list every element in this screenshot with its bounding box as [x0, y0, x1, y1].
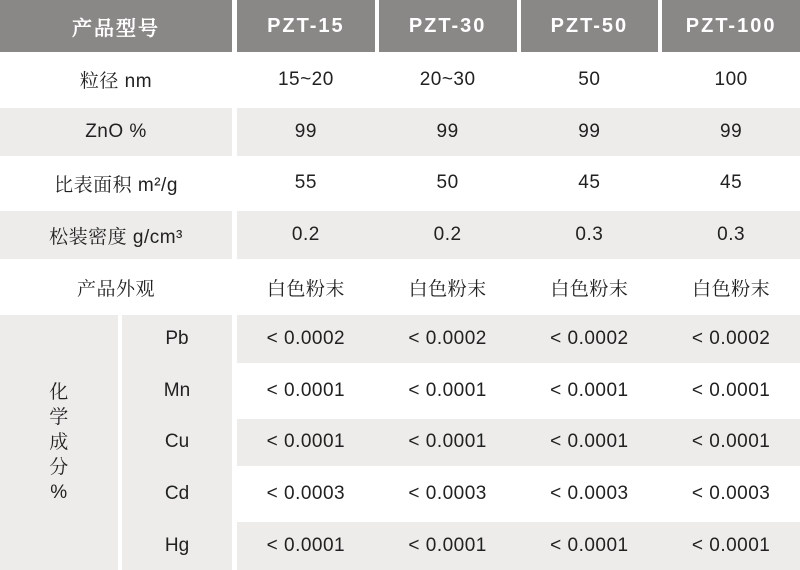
cell-value: < 0.0001 — [408, 379, 487, 401]
cell-value: 45 — [720, 172, 743, 194]
table-row-particle-size — [0, 56, 800, 104]
group-label-char: 学 — [49, 406, 69, 428]
cell-value: < 0.0001 — [550, 379, 629, 401]
row-values — [237, 263, 800, 311]
row-label: 比表面积 m²/g — [0, 160, 232, 208]
cell-value: < 0.0003 — [408, 483, 487, 505]
cell-value: 100 — [714, 68, 748, 90]
chemical-composition-section — [0, 315, 800, 570]
cell-value: < 0.0001 — [691, 535, 771, 557]
header-product-pzt-15 — [237, 0, 375, 52]
cell-value: < 0.0001 — [691, 431, 771, 453]
cell-value: 20~30 — [419, 68, 476, 90]
cell-value: < 0.0001 — [691, 379, 771, 401]
cell-value: 0.3 — [575, 224, 604, 246]
group-label-char: 分 — [49, 456, 69, 478]
row-label: 产品外观 — [0, 263, 232, 311]
cell-value: < 0.0001 — [408, 535, 487, 557]
element-column — [122, 315, 232, 570]
row-label: 松装密度 g/cm³ — [0, 211, 232, 259]
row-label: ZnO % — [0, 108, 232, 156]
header-product-pzt-50 — [521, 0, 659, 52]
table-row-cu — [237, 419, 800, 467]
table-row-hg — [237, 522, 800, 570]
header-product-pzt-30 — [379, 0, 517, 52]
cell-value: < 0.0001 — [266, 535, 346, 557]
group-label-char: % — [50, 481, 68, 503]
element-label: Pb — [165, 327, 189, 349]
table-row-pb — [237, 315, 800, 363]
cell-value: 99 — [436, 120, 459, 142]
header-product-label: PZT-15 — [267, 14, 345, 37]
row-label: 粒径 nm — [0, 56, 232, 104]
group-label-char: 化 — [49, 381, 69, 403]
cell-value: < 0.0001 — [550, 431, 629, 453]
cell-value: < 0.0002 — [691, 327, 771, 349]
header-product-pzt-100 — [662, 0, 800, 52]
chemical-values — [237, 315, 800, 570]
cell-value: < 0.0001 — [266, 379, 346, 401]
row-values — [237, 211, 800, 259]
table-row-surface-area — [0, 160, 800, 208]
header-model-cell — [0, 0, 232, 52]
cell-value: < 0.0003 — [550, 483, 629, 505]
table-row-cd — [237, 470, 800, 518]
cell-value: 白色粉末 — [266, 278, 345, 300]
cell-value: 白色粉末 — [692, 278, 771, 300]
table-header-row — [0, 0, 800, 52]
table-row-mn — [237, 367, 800, 415]
cell-value: < 0.0002 — [408, 327, 487, 349]
cell-value: < 0.0001 — [550, 535, 629, 557]
row-values — [237, 160, 800, 208]
cell-value: < 0.0001 — [408, 431, 487, 453]
cell-value: 50 — [436, 172, 459, 194]
table-row-appearance — [0, 263, 800, 311]
header-product-cells — [237, 0, 800, 52]
cell-value: 0.2 — [433, 224, 462, 246]
chemical-group-label-cell — [0, 315, 118, 570]
cell-value: < 0.0003 — [691, 483, 771, 505]
header-product-label: PZT-100 — [685, 14, 777, 37]
element-label: Cu — [164, 431, 190, 453]
cell-value: 白色粉末 — [550, 278, 629, 300]
cell-value: 0.3 — [717, 224, 746, 246]
cell-value: 99 — [294, 120, 317, 142]
header-product-label: PZT-50 — [550, 14, 629, 37]
element-label: Mn — [163, 379, 191, 401]
header-model-label: 产品型号 — [72, 17, 160, 40]
table-row-zno-purity — [0, 108, 800, 156]
cell-value: < 0.0002 — [266, 327, 346, 349]
cell-value: 白色粉末 — [408, 278, 487, 300]
header-product-label: PZT-30 — [408, 14, 487, 37]
row-values — [237, 108, 800, 156]
cell-value: < 0.0002 — [550, 327, 629, 349]
table-row-bulk-density — [0, 211, 800, 259]
cell-value: 15~20 — [277, 68, 334, 90]
cell-value: < 0.0001 — [266, 431, 346, 453]
row-values — [237, 56, 800, 104]
cell-value: 55 — [294, 172, 317, 194]
element-label: Hg — [164, 535, 190, 557]
element-label: Cd — [164, 483, 190, 505]
cell-value: 45 — [578, 172, 601, 194]
cell-value: 99 — [720, 120, 743, 142]
cell-value: < 0.0003 — [266, 483, 346, 505]
cell-value: 50 — [578, 68, 601, 90]
group-label-char: 成 — [49, 431, 69, 453]
cell-value: 0.2 — [291, 224, 320, 246]
cell-value: 99 — [578, 120, 601, 142]
